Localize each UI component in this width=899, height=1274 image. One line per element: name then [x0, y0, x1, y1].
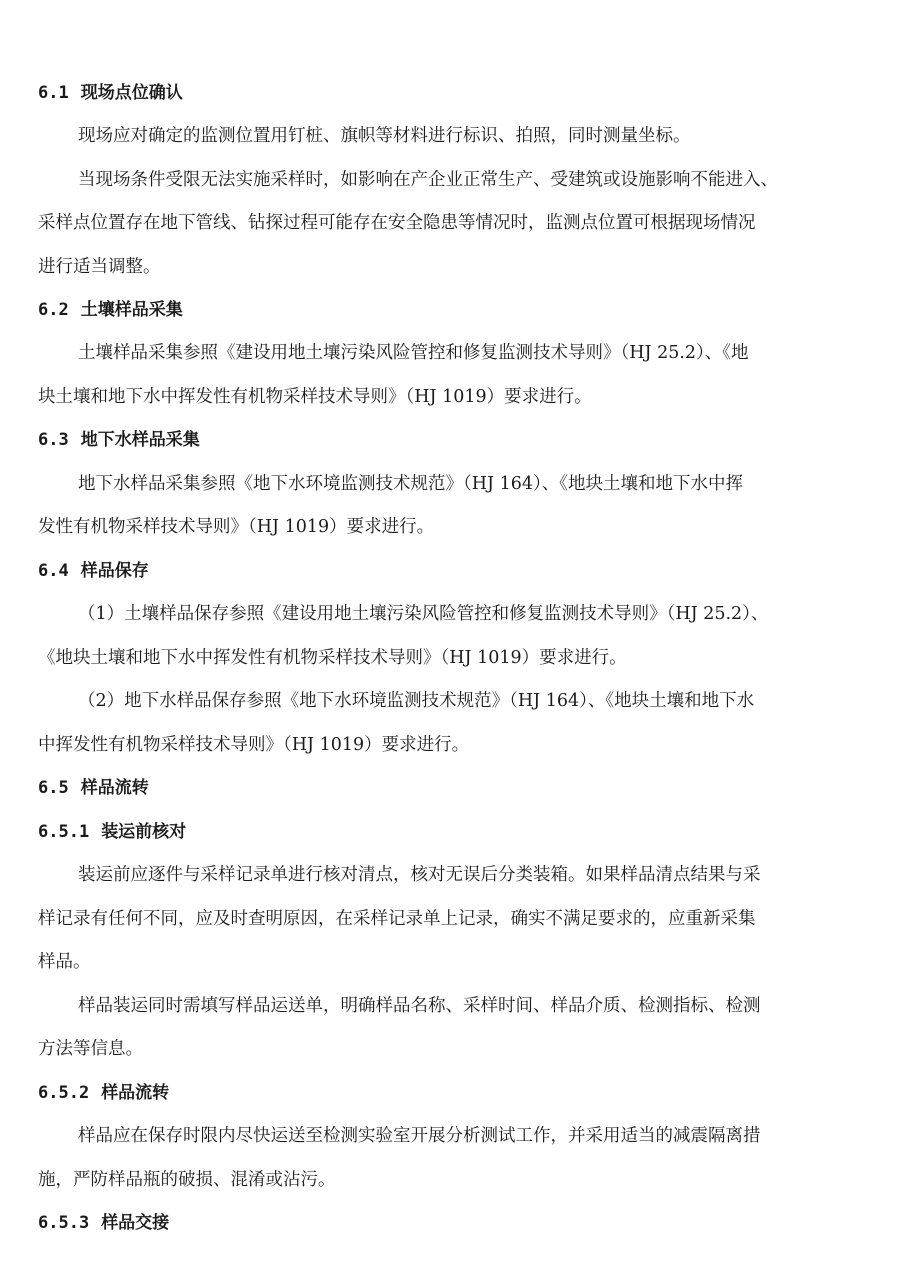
paragraph-line: 样记录有任何不同，应及时查明原因，在采样记录单上记录，确实不满足要求的，应重新采集 [38, 909, 756, 929]
section-number: 6.5.2 [38, 1083, 90, 1103]
section-number: 6.2 [38, 300, 69, 320]
paragraph-line: 中挥发性有机物采样技术导则》（HJ 1019）要求进行。 [38, 735, 470, 755]
section-number: 6.5.1 [38, 822, 90, 842]
section-heading-6-3 [38, 428, 200, 452]
section-heading-6-5-1 [38, 820, 186, 844]
section-number: 6.3 [38, 430, 69, 450]
paragraph-line: 现场应对确定的监测位置用钉桩、旗帜等材料进行标识、拍照，同时测量坐标。 [78, 126, 691, 146]
section-title: 样品流转 [101, 1083, 170, 1103]
section-title: 土壤样品采集 [80, 300, 183, 320]
paragraph-line: 地下水样品采集参照《地下水环境监测技术规范》（HJ 164）、《地块土壤和地下水中挥 [78, 474, 743, 494]
paragraph-line: 当现场条件受限无法实施采样时，如影响在产企业正常生产、受建筑或设施影响不能进入、 [78, 170, 778, 190]
section-title: 地下水样品采集 [80, 430, 200, 450]
paragraph-line: 采样点位置存在地下管线、钻探过程可能存在安全隐患等情况时，监测点位置可根据现场情况 [38, 213, 756, 233]
section-number: 6.5 [38, 778, 69, 798]
paragraph-line: 装运前应逐件与采样记录单进行核对清点，核对无误后分类装箱。如果样品清点结果与采 [78, 865, 761, 885]
section-title: 现场点位确认 [80, 83, 183, 103]
section-heading-6-4 [38, 559, 149, 583]
paragraph-line: 土壤样品采集参照《建设用地土壤污染风险管控和修复监测技术导则》（HJ 25.2）、《地 [78, 343, 749, 363]
section-number: 6.1 [38, 83, 69, 103]
paragraph-line: 进行适当调整。 [38, 257, 161, 277]
section-title: 装运前核对 [101, 822, 187, 842]
section-number: 6.5.3 [38, 1213, 90, 1233]
paragraph-line: 发性有机物采样技术导则》（HJ 1019）要求进行。 [38, 517, 435, 537]
paragraph-line: 样品。 [38, 952, 91, 972]
paragraph-line: 《地块土壤和地下水中挥发性有机物采样技术导则》（HJ 1019）要求进行。 [38, 648, 627, 668]
paragraph-line: 样品装运同时需填写样品运送单，明确样品名称、采样时间、样品介质、检测指标、检测 [78, 996, 761, 1016]
section-title: 样品保存 [80, 561, 149, 581]
section-heading-6-5-3 [38, 1211, 169, 1235]
section-heading-6-1 [38, 81, 183, 105]
paragraph-line: （1）土壤样品保存参照《建设用地土壤污染风险管控和修复监测技术导则》（HJ 25.2）、 [78, 604, 769, 624]
section-heading-6-2 [38, 298, 183, 322]
section-title: 样品流转 [80, 778, 149, 798]
paragraph-line: 块土壤和地下水中挥发性有机物采样技术导则》（HJ 1019）要求进行。 [38, 387, 592, 407]
paragraph-line: 样品应在保存时限内尽快运送至检测实验室开展分析测试工作，并采用适当的减震隔离措 [78, 1126, 761, 1146]
paragraph-line: （2）地下水样品保存参照《地下水环境监测技术规范》（HJ 164）、《地块土壤和地下水 [78, 691, 755, 711]
section-number: 6.4 [38, 561, 69, 581]
paragraph-line: 方法等信息。 [38, 1039, 143, 1059]
section-heading-6-5-2 [38, 1081, 169, 1105]
section-heading-6-5 [38, 776, 149, 800]
paragraph-line: 施，严防样品瓶的破损、混淆或沾污。 [38, 1170, 336, 1190]
section-title: 样品交接 [101, 1213, 170, 1233]
